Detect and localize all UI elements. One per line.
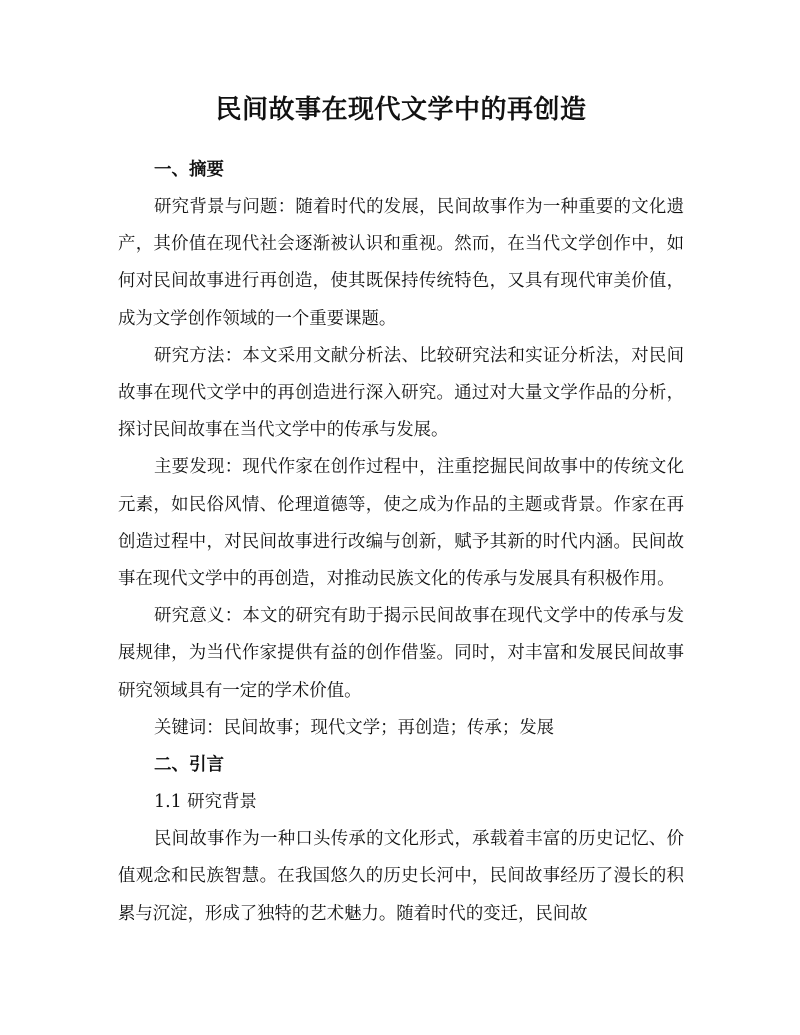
abstract-heading: 一、摘要 — [154, 160, 224, 180]
abstract-background-paragraph: 研究背景与问题：随着时代的发展，民间故事作为一种重要的文化遗产，其价值在现代社会逐渐被认识和重视。然而，在当代文学创作中，如何对民间故事进行再创造，使其既保持传统特色，又具有现代审美价值，成为文学创作领域的一个重要课题。 — [118, 197, 684, 329]
abstract-findings-paragraph: 主要发现：现代作家在创作过程中，注重挖掘民间故事中的传统文化元素，如民俗风情、伦理道德等，使之成为作品的主题或背景。作家在再创造过程中，对民间故事进行改编与创新，赋予其新的时代内涵。民间故事在现代文学中的再创造，对推动民族文化的传承与发展具有积极作用。 — [118, 457, 684, 590]
document-title: 民间故事在现代文学中的再创造 — [215, 95, 587, 125]
keywords-line: 关键词：民间故事；现代文学；再创造；传承；发展 — [154, 717, 554, 738]
abstract-method-paragraph: 研究方法：本文采用文献分析法、比较研究法和实证分析法，对民间故事在现代文学中的再创造进行深入研究。通过对大量文学作品的分析，探讨民间故事在当代文学中的传承与发展。 — [118, 345, 684, 441]
research-background-subheading: 1.1 研究背景 — [154, 792, 257, 813]
abstract-significance-paragraph: 研究意义：本文的研究有助于揭示民间故事在现代文学中的传承与发展规律，为当代作家提供有益的创作借鉴。同时，对丰富和发展民间故事研究领域具有一定的学术价值。 — [118, 606, 684, 701]
introduction-paragraph: 民间故事作为一种口头传承的文化形式，承载着丰富的历史记忆、价值观念和民族智慧。在我国悠久的历史长河中，民间故事经历了漫长的积累与沉淀，形成了独特的艺术魅力。随着时代的变迁，民间故 — [118, 829, 684, 924]
document-page — [118, 88, 684, 933]
introduction-heading: 二、引言 — [154, 755, 224, 776]
